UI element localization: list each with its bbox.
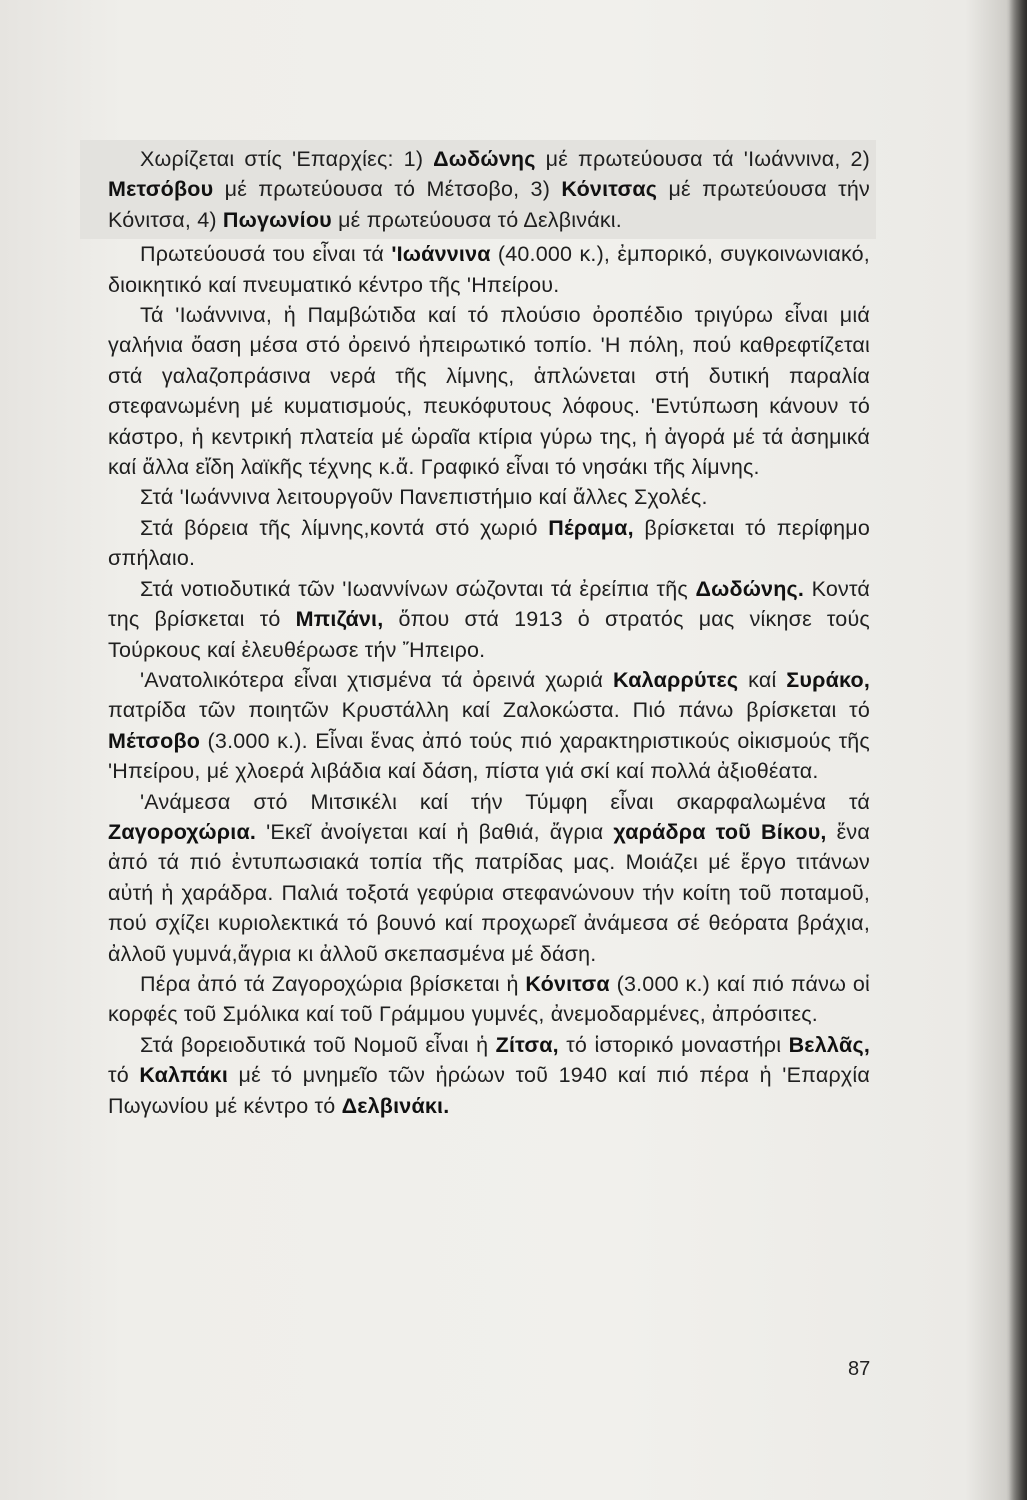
text-run: μέ πρωτεύουσα τήν Κόνιτσα, 4) [108, 177, 870, 232]
paragraph-p6 [108, 574, 870, 665]
bold-term: Συράκο, [786, 667, 870, 692]
bold-term: Μετσόβου [108, 177, 214, 202]
paragraph-p3 [108, 300, 870, 482]
text-run: μέ πρωτεύουσα τό Μέτσοβο, 3) [213, 177, 562, 202]
bold-term: Ζίτσα, [495, 1032, 559, 1057]
text-run: Πρωτεύουσά του εἶναι τά [140, 242, 392, 267]
text-run: Στά νοτιοδυτικά τῶν 'Ιωαννίνων σώζονται τά ἐρείπια τῆς [140, 576, 696, 601]
text-run: καί [738, 667, 787, 692]
text-run: 'Ανατολικότερα εἶναι χτισμένα τά ὀρεινά χωριά [140, 667, 614, 692]
text-run: Στά βόρεια τῆς λίμνης,κοντά στό χωριό [140, 515, 549, 540]
text-run: μέ πρωτεύουσα τό Δελβινάκι. [331, 207, 622, 232]
page-edge-shadow [1009, 0, 1027, 1500]
page-number: 87 [848, 1358, 871, 1380]
text-run: μέ πρωτεύουσα τά 'Ιωάννινα, 2) [535, 147, 870, 171]
paragraph-p7 [108, 665, 870, 787]
bold-term: 'Ιωάννινα [391, 242, 491, 267]
paragraph-p4 [108, 482, 870, 512]
paragraph-p9 [108, 969, 870, 1030]
body-text [108, 140, 870, 1121]
text-run: βρίσκεται τό περίφημο σπήλαιο. [108, 515, 870, 571]
text-run: τό ἱστορικό μοναστήρι [558, 1032, 789, 1057]
bold-term: Δωδώνης. [695, 576, 805, 601]
text-run: Πέρα ἀπό τά Ζαγοροχώρια βρίσκεται ἡ [140, 971, 526, 996]
text-run: ὅπου στά 1913 ὁ στρατός μας νίκησε τούς Τούρκους καί ἐλευθέρωσε τήν Ἤπειρο. [108, 607, 870, 662]
bold-term: Δελβινάκι. [341, 1093, 450, 1118]
paragraph-p1 [80, 140, 876, 239]
bold-term: Βελλᾶς, [788, 1032, 870, 1057]
paragraph-p2 [108, 239, 870, 300]
text-run: Στά 'Ιωάννινα λειτουργοῦν Πανεπιστήμιο καί ἄλλες Σχολές. [140, 485, 708, 510]
text-run: Κοντά της βρίσκεται τό [108, 576, 870, 632]
text-run: τό [108, 1063, 140, 1088]
bold-term: Μπιζάνι, [295, 607, 384, 632]
paragraph-p10 [108, 1030, 870, 1121]
text-run: Στά βορειοδυτικά τοῦ Νομοῦ εἶναι ἡ [140, 1032, 496, 1057]
text-run: ἕνα ἀπό τά πιό ἐντυπωσιακά τοπία τῆς πατρίδας μας. Μοιάζει μέ ἔργο τιτάνων αὐτή ἡ χαράδρα. Παλιά τοξοτά γεφύρια στεφανώνουν τήν κοίτη τοῦ ποταμοῦ, πού σχίζει κυριολεκτικά τό βουνό καί προχωρεῖ ἀνάμεσα σέ θεόρατα βράχια, ἀλλοῦ γυμνά,ἄγρια κι ἀλλοῦ σκεπασμένα μέ δάση. [108, 819, 870, 966]
bold-term: Καλαρρύτες [613, 667, 739, 692]
bold-term: Πέραμα, [548, 515, 634, 540]
bold-term: Κόνιτσα [525, 971, 610, 996]
text-run: μέ τό μνημεῖο τῶν ἡρώων τοῦ 1940 καί πιό πέρα ἡ 'Επαρχία Πωγωνίου μέ κέντρο τό [108, 1063, 870, 1118]
text-run: πατρίδα τῶν ποιητῶν Κρυστάλλη καί Ζαλοκώστα. Πιό πάνω βρίσκεται τό [108, 698, 870, 723]
bold-term: Μέτσοβο [108, 728, 201, 753]
text-run: (3.000 κ.). Εἶναι ἕνας ἀπό τούς πιό χαρακτηριστικούς οἰκισμούς τῆς 'Ηπείρου, μέ χλοερά λιβάδια καί δάση, πίστα γιά σκί καί πολλά ἀξιοθέατα. [108, 728, 870, 784]
paragraph-p8 [108, 787, 870, 969]
bold-term: Δωδώνης [433, 147, 536, 171]
bold-term: Καλπάκι [139, 1063, 229, 1088]
bold-term: χαράδρα τοῦ Βίκου, [613, 819, 827, 844]
text-run: Τά 'Ιωάννινα, ἡ Παμβώτιδα καί τό πλούσιο ὀροπέδιο τριγύρω εἶναι μιά γαλήνια ὄαση μέσα στό ὀρεινό ἠπειρωτικό τοπίο. 'Η πόλη, πού καθρεφτίζεται στά γαλαζοπράσινα νερά τῆς λίμνης, ἁπλώνεται στή δυτική παραλία στεφανωμένη μέ κυματισμούς, πευκόφυτους λόφους. 'Εντύπωση κάνουν τό κάστρο, ἡ κεντρική πλατεία μέ ὡραῖα κτίρια γύρω της, ἡ ἀγορά μέ τά ἀσημικά καί ἄλλα εἴδη λαϊκῆς τέχνης κ.ἄ. Γραφικό εἶναι τό νησάκι τῆς λίμνης. [108, 303, 870, 480]
bold-term: Πωγωνίου [222, 207, 332, 232]
text-run: Χωρίζεται στίς 'Επαρχίες: 1) [140, 147, 434, 171]
bold-term: Ζαγοροχώρια. [108, 819, 257, 844]
bold-term: Κόνιτσας [561, 177, 658, 202]
text-run: (40.000 κ.), ἐμπορικό, συγκοινωνιακό, διοικητικό καί πνευματικό κέντρο τῆς 'Ηπείρου. [108, 242, 870, 297]
text-run: 'Ανάμεσα στό Μιτσικέλι καί τήν Τύμφη εἶναι σκαρφαλωμένα τά [140, 789, 870, 814]
text-run: 'Εκεῖ ἀνοίγεται καί ἡ βαθιά, ἄγρια [256, 819, 614, 844]
paragraph-p5 [108, 513, 870, 574]
text-run: (3.000 κ.) καί πιό πάνω οἱ κορφές τοῦ Σμόλικα καί τοῦ Γράμμου γυμνές, ἀνεμοδαρμένες, ἀπρόσιτες. [108, 971, 871, 1027]
